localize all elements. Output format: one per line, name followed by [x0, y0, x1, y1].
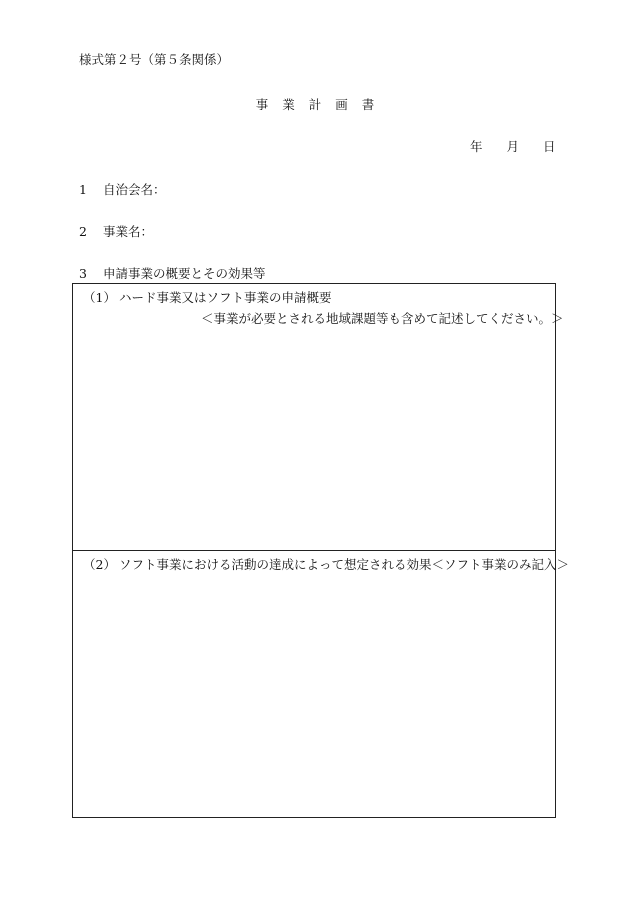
title-char: 事 [255, 97, 269, 112]
date-day-label: 日 [543, 139, 556, 154]
section-number: （1） [83, 290, 116, 305]
form-number: 様式第２号（第５条関係） [79, 52, 230, 67]
date-line [470, 137, 556, 155]
title-char: 業 [282, 97, 295, 112]
item-label: 自治会名： [103, 182, 166, 197]
summary-box [72, 283, 570, 818]
date-year-label: 年 [470, 139, 483, 154]
title-char: 書 [361, 97, 375, 112]
section-2-heading [83, 555, 569, 573]
item-number: 2 [79, 224, 87, 239]
section-title: ハード事業又はソフト事業の申請概要 [119, 290, 332, 305]
item-number: 1 [79, 182, 87, 197]
item-project-name [79, 222, 153, 240]
item-label: 申請事業の概要とその効果等 [103, 266, 266, 281]
item-neighborhood-association [79, 180, 166, 198]
section-number: （2） [83, 557, 116, 572]
item-label: 事業名： [103, 224, 154, 239]
section-1-note: ＜事業が必要とされる地域課題等も含めて記述してください。＞ [201, 311, 564, 326]
title-char: 計 [308, 97, 322, 112]
section-1-heading [83, 288, 332, 306]
item-number: 3 [79, 266, 87, 281]
section-divider [73, 550, 555, 551]
section-title: ソフト事業における活動の達成によって想定される効果＜ソフト事業のみ記入＞ [119, 557, 570, 572]
document-title [0, 95, 630, 113]
item-project-summary [79, 264, 266, 282]
date-month-label: 月 [506, 139, 520, 154]
title-char: 画 [335, 97, 348, 112]
